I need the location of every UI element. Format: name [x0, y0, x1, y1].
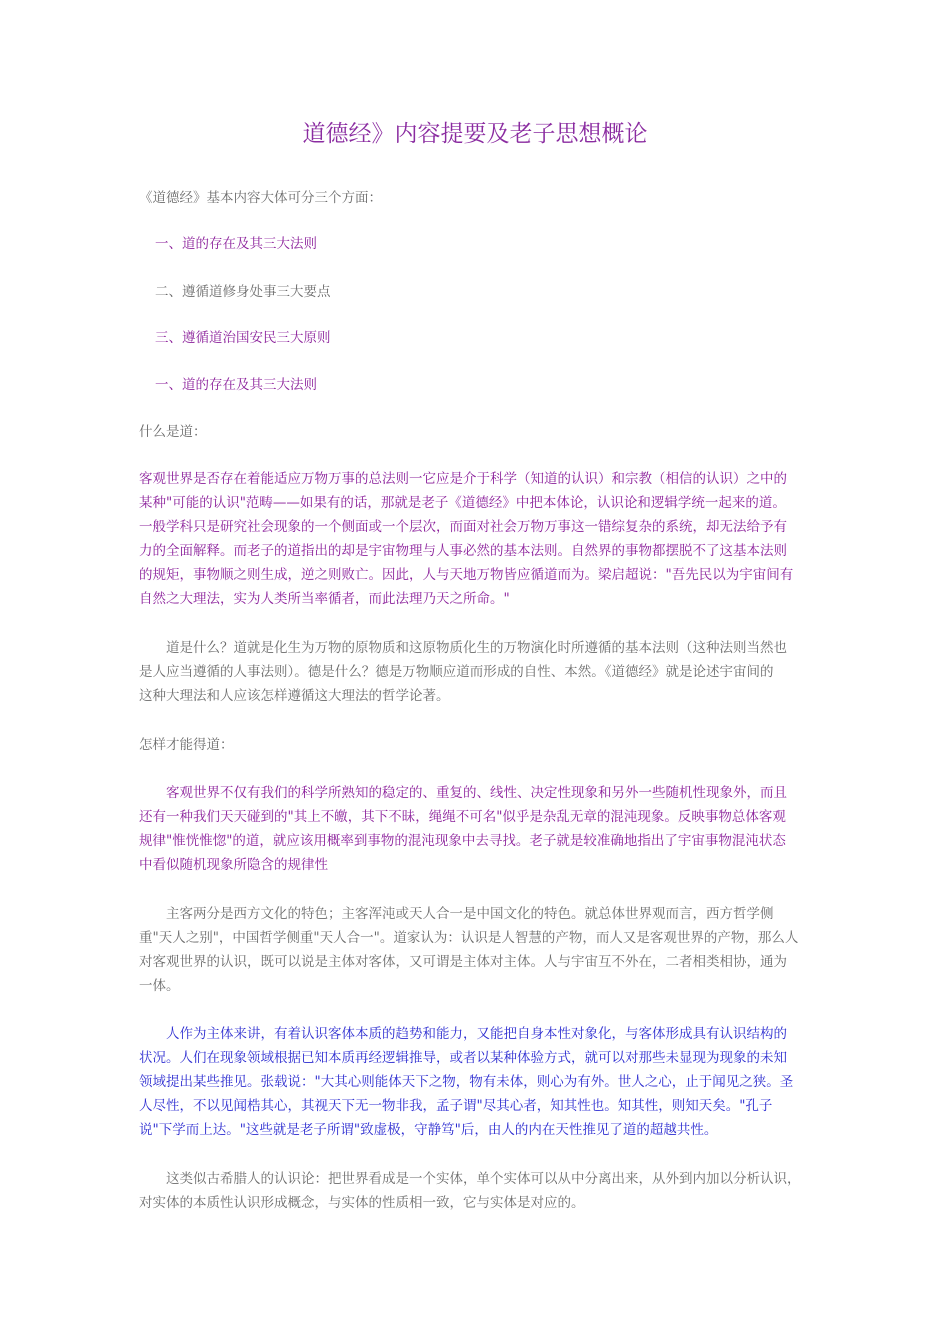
question-how-to-attain-dao: 怎样才能得道： [139, 737, 234, 753]
paragraph-line: 一般学科只是研究社会现象的一个侧面或一个层次，而面对社会万物万事这一错综复杂的系统，却无法给予有 [139, 519, 787, 535]
paragraph-line: 还有一种我们天天碰到的"其上不皦，其下不昧，绳绳不可名"似乎是杂乱无章的混沌现象。反映事物总体客观 [139, 809, 786, 825]
paragraph-line: 状况。人们在现象领域根据已知本质再经逻辑推导，或者以某种体验方式，就可以对那些未显现为现象的未知 [139, 1050, 787, 1066]
paragraph-line: 力的全面解释。而老子的道指出的却是宇宙物理与人事必然的基本法则。自然界的事物都摆脱不了这基本法则 [139, 543, 787, 559]
outline-item-1: 一、道的存在及其三大法则 [155, 236, 317, 252]
paragraph-line: 规律"惟恍惟惚"的道，就应该用概率到事物的混沌现象中去寻找。老子就是较准确地指出了宇宙事物混沌状态 [139, 833, 786, 849]
paragraph-line: 对实体的本质性认识形成概念，与实体的性质相一致，它与实体是对应的。 [139, 1195, 585, 1211]
paragraph-line: 人作为主体来讲，有着认识客体本质的趋势和能力，又能把自身本性对象化，与客体形成具有认识结构的 [166, 1026, 787, 1042]
paragraph-line: 这种大理法和人应该怎样遵循这大理法的哲学论著。 [139, 688, 450, 704]
paragraph-2 [139, 636, 813, 708]
paragraph-line: 领域提出某些推见。张载说："大其心则能体天下之物，物有未体，则心为有外。世人之心，止于闻见之狭。圣 [139, 1074, 794, 1090]
paragraph-line: 客观世界不仅有我们的科学所熟知的稳定的、重复的、线性、决定性现象和另外一些随机性现象外，而且 [166, 785, 787, 801]
paragraph-5 [139, 1022, 813, 1142]
paragraph-line: 一体。 [139, 978, 180, 994]
question-what-is-dao: 什么是道： [139, 424, 207, 440]
paragraph-line: 是人应当遵循的人事法则）。德是什么？德是万物顺应道而形成的自性、本然。《道德经》就是论述宇宙间的 [139, 664, 774, 680]
paragraph-3 [139, 781, 813, 877]
paragraph-line: 主客两分是西方文化的特色；主客浑沌或天人合一是中国文化的特色。就总体世界观而言，西方哲学侧 [166, 906, 774, 922]
paragraph-line: 自然之大理法，实为人类所当率循者，而此法理乃天之所命。" [139, 591, 510, 607]
paragraph-line: 重"天人之别"，中国哲学侧重"天人合一"。道家认为：认识是人智慧的产物，而人又是客观世界的产物，那么人 [139, 930, 799, 946]
document-title: 道德经》内容提要及老子思想概论 [302, 121, 648, 147]
outline-item-4: 一、道的存在及其三大法则 [155, 377, 317, 393]
intro-line: 《道德经》基本内容大体可分三个方面： [139, 190, 382, 206]
paragraph-line: 客观世界是否存在着能适应万物万事的总法则一它应是介于科学（知道的认识）和宗教（相信的认识）之中的 [139, 471, 787, 487]
paragraph-line: 人尽性，不以见闻梏其心，其视天下无一物非我，孟子谓"尽其心者，知其性也。知其性，则知天矣。"孔子 [139, 1098, 773, 1114]
paragraph-line: 某种"可能的认识"范畴——如果有的话，那就是老子《道德经》中把本体论，认识论和逻辑学统一起来的道。 [139, 495, 786, 511]
paragraph-line: 道是什么？道就是化生为万物的原物质和这原物质化生的万物演化时所遵循的基本法则（这种法则当然也 [166, 640, 787, 656]
paragraph-line: 说"下学而上达。"这些就是老子所谓"致虚极，守静笃"后，由人的内在天性推见了道的超越共性。 [139, 1122, 718, 1138]
paragraph-line: 中看似随机现象所隐含的规律性 [139, 857, 328, 873]
paragraph-line: 的规矩，事物顺之则生成，逆之则败亡。因此，人与天地万物皆应循道而为。梁启超说："吾先民以为宇宙间有 [139, 567, 794, 583]
paragraph-line: 对客观世界的认识，既可以说是主体对客体，又可谓是主体对主体。人与宇宙互不外在，二者相类相协，通为 [139, 954, 787, 970]
paragraph-line: 这类似古希腊人的认识论：把世界看成是一个实体，单个实体可以从中分离出来，从外到内加以分析认识， [166, 1171, 801, 1187]
paragraph-4 [139, 902, 813, 998]
outline-item-3: 三、遵循道治国安民三大原则 [155, 330, 331, 346]
paragraph-6 [139, 1167, 813, 1215]
paragraph-1 [139, 467, 813, 611]
outline-item-2: 二、遵循道修身处事三大要点 [155, 284, 331, 300]
